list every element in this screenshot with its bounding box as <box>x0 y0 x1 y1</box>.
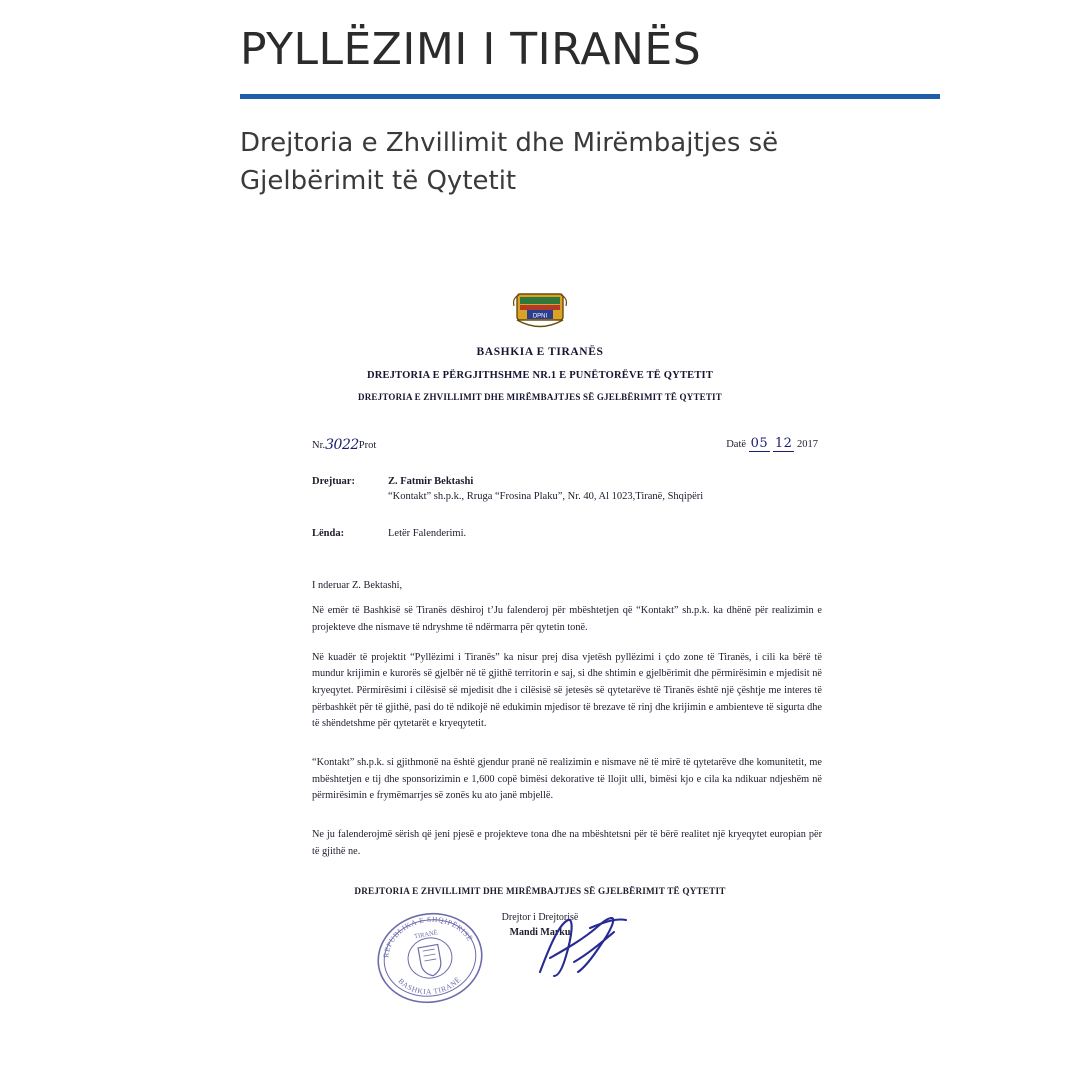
svg-text:DPNI: DPNI <box>532 313 548 320</box>
svg-text:REPUBLIKA E SHQIPËRISË: REPUBLIKA E SHQIPËRISË <box>381 914 475 959</box>
paragraph-2: Në kuadër të projektit “Pyllëzimi i Tiranës” ka nisur prej disa vjetësh pyllëzimi i çdo zone të Tiranës, i cili ka bërë të mundur krijimin e kurorës së gjelbër në të gjithë territorin e saj, si dhe shtimin e gjelbërimit dhe përmirësimin e mjedisit në kryeqytet. Përmirësimi i cilësisë së mjedisit dhe i cilësisë së jetesës së qytetarëve të Tiranës është një çështje me interes të përbashkët për të gjithë, pasi do të ndikojë në edukimin mjedisor të brezave të rinj dhe krijimin e ambienteve të sigurta dhe të shëndetshme për qytetarët e kryeqytetit. <box>312 651 822 730</box>
paragraph-3: “Kontakt” sh.p.k. si gjithmonë na është gjendur pranë në realizimin e nismave në të mirë të qytetarëve dhe komunitetit, me mbështetjen e tij dhe sponsorizimin e 1,600 copë bimësi dekorative të llojit ulli, bimësi kjo e cila ka ndikuar ndjeshëm në përmirësimin e frymëmarrjes së zonës ku ato janë mbjellë. <box>312 757 822 802</box>
signer-name: Mandi Marku <box>509 927 571 939</box>
paragraph-1: Në emër të Bashkisë së Tiranës dëshiroj t’Ju falenderoj për mbështetjen që “Kontakt” sh.p.k. ka dhënë për realizimin e projekteve dhe nismave të ndryshme të ndërmarra për qytetin tonë. <box>312 605 822 633</box>
subject-row <box>240 526 840 541</box>
paragraph-4: Ne ju falenderojmë sërish që jeni pjesë e projekteve tona dhe na mbështetsni për të bërë realitet një kryeqytet europian për të gjithë ne. <box>312 829 822 857</box>
date-year: 2017 <box>797 439 818 450</box>
title-divider <box>240 94 940 99</box>
page-subtitle: Drejtoria e Zhvillimit dhe Mirëmbajtjes së Gjelbërimit të Qytetit <box>240 128 779 197</box>
protocol-number <box>312 436 376 452</box>
scanned-letter <box>240 290 840 997</box>
municipality-crest-icon <box>511 290 569 334</box>
signer-title: Drejtor i Drejtorisë <box>501 912 579 924</box>
org-line-directorate: DREJTORIA E ZHVILLIMIT DHE MIRËMBAJTJES SË GJELBËRIMIT TË QYTETIT <box>358 392 722 402</box>
addressee-value <box>388 474 840 504</box>
closing-organization: DREJTORIA E ZHVILLIMIT DHE MIRËMBAJTJES SË GJELBËRIMIT TË QYTETIT <box>354 886 726 897</box>
protocol-suffix: Prot <box>358 440 377 451</box>
crest-row <box>240 290 840 339</box>
document-date <box>726 436 818 451</box>
svg-text:TIRANË: TIRANË <box>413 929 439 941</box>
reference-line <box>240 432 840 454</box>
page-title: PYLLËZIMI I TIRANËS <box>240 24 702 75</box>
addressee-address: “Kontakt” sh.p.k., Rruga “Frosina Plaku”, Nr. 40, Al 1023,Tiranë, Shqipëri <box>388 491 704 503</box>
letter-body <box>240 578 840 861</box>
signature-block <box>240 910 840 940</box>
salutation: I nderuar Z. Bektashi, <box>312 579 403 591</box>
svg-text:BASHKIA TIRANË: BASHKIA TIRANË <box>396 975 463 997</box>
date-month-handwritten: 12 <box>774 436 793 451</box>
subject-label: Lënda: <box>312 528 345 540</box>
addressee-label: Drejtuar: <box>312 476 355 487</box>
crest-caption: BASHKIA E TIRANËS <box>476 346 604 358</box>
org-line-general-directorate: DREJTORIA E PËRGJITHSHME NR.1 E PUNËTORËVE TË QYTETIT <box>366 370 714 381</box>
protocol-prefix: Nr. <box>312 440 326 451</box>
protocol-number-handwritten: 3022 <box>325 437 359 453</box>
addressee-row <box>240 474 840 504</box>
addressee-name: Z. Fatmir Bektashi <box>388 476 474 487</box>
date-day-handwritten: 05 <box>750 436 769 451</box>
page-header <box>240 26 940 201</box>
subject-value: Letër Falenderimi. <box>388 528 467 540</box>
date-label: Datë <box>726 439 747 450</box>
